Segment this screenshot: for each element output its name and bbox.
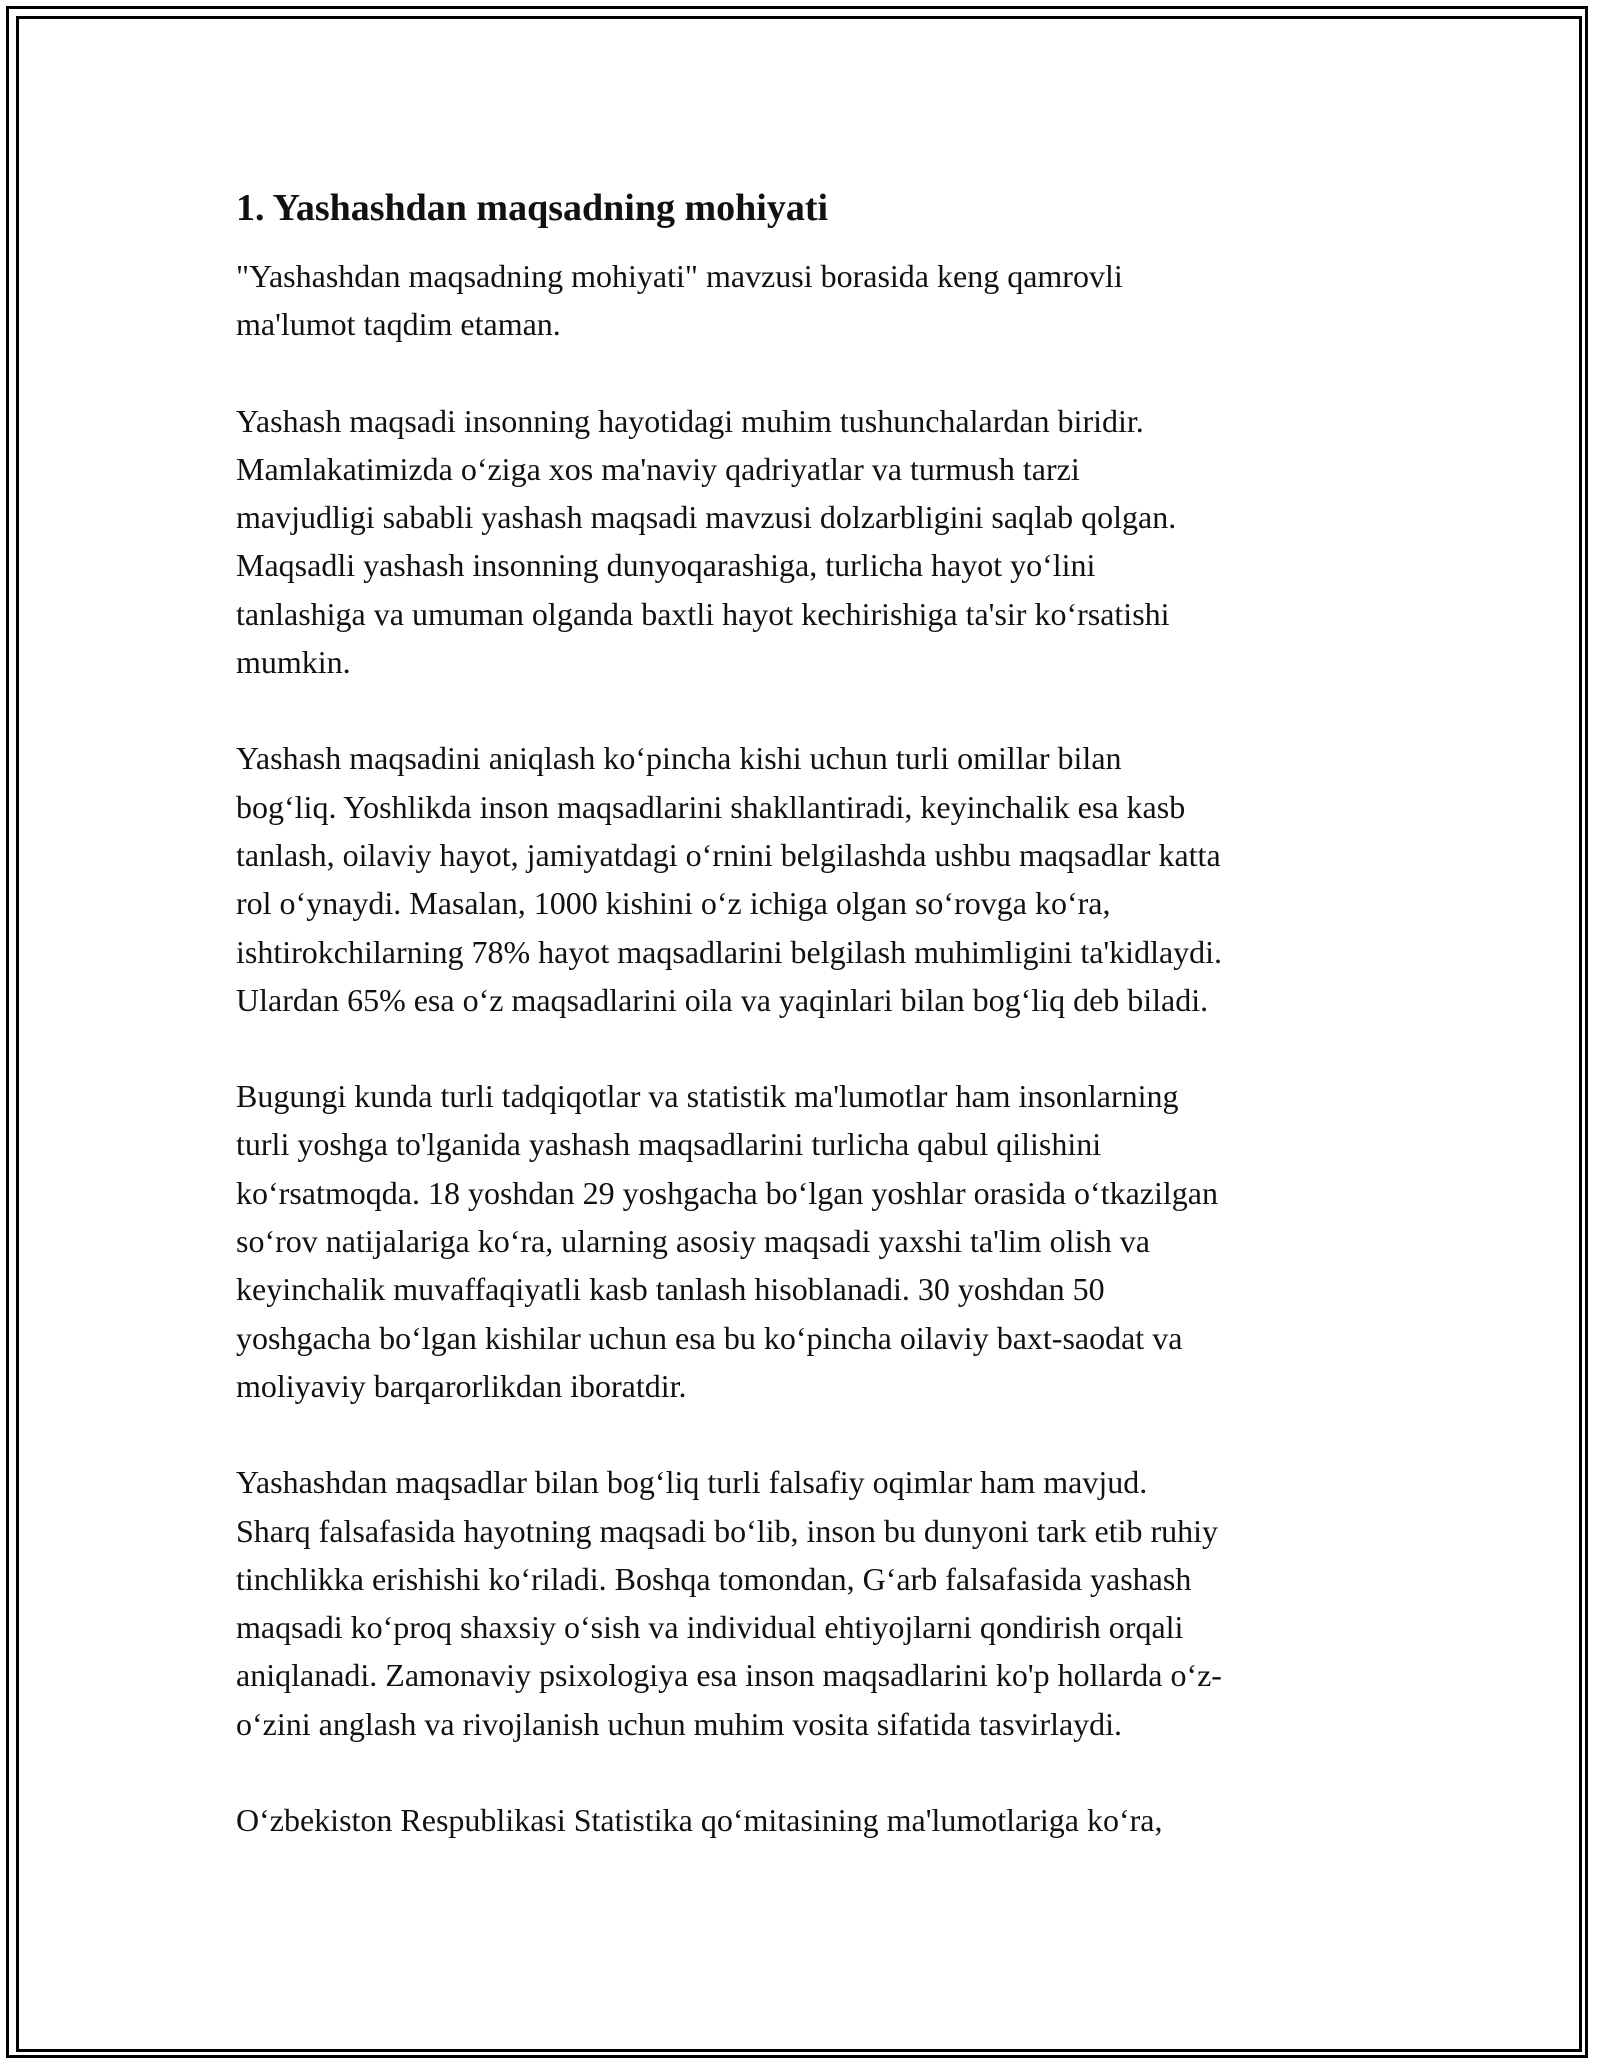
paragraph-survey: Yashash maqsadini aniqlash ko‘pincha kishi uchun turli omillar bilan bog‘liq. Yoshlikda inson maqsadlarini shakllantiradi, keyinchalik esa kasb tanlash, oilaviy hayot, jamiyatdagi o‘rnini belgilashda ushbu maqsadlar katta rol o‘ynaydi. Masalan, 1000 kishini o‘z ichiga olgan so‘rovga ko‘ra, ishtirokchilarning 78% hayot maqsadlarini belgilash muhimligini ta'kidlaydi. Ulardan 65% esa o‘z maqsadlarini oila va yaqinlari bilan bog‘liq deb biladi.: [236, 740, 1223, 1018]
document-body: [236, 184, 1370, 1844]
paragraph-philosophy: Yashashdan maqsadlar bilan bog‘liq turli falsafiy oqimlar ham mavjud. Sharq falsafasida hayotning maqsadi bo‘lib, inson bu dunyoni tark etib ruhiy tinchlikka erishishi ko‘riladi. Boshqa tomondan, G‘arb falsafasida yashash maqsadi ko‘proq shaxsiy o‘sish va individual ehtiyojlarni qondirish orqali aniqlanadi. Zamonaviy psixologiya esa inson maqsadlarini ko'p hollarda o‘z- o‘zini anglash va rivojlanish uchun muhim vosita sifatida tasvirlaydi.: [236, 1464, 1222, 1742]
paragraph-age-groups: Bugungi kunda turli tadqiqotlar va statistik ma'lumotlar ham insonlarning turli yoshga to'lganida yashash maqsadlarini turlicha qabul qilishini ko‘rsatmoqda. 18 yoshdan 29 yoshgacha bo‘lgan yoshlar orasida o‘tkazilgan so‘rov natijalariga ko‘ra, ularning asosiy maqsadi yaxshi ta'lim olish va keyinchalik muvaffaqiyatli kasb tanlash hisoblanadi. 30 yoshdan 50 yoshgacha bo‘lgan kishilar uchun esa bu ko‘pincha oilaviy baxt-saodat va moliyaviy barqarorlikdan iboratdir.: [236, 1078, 1218, 1404]
paragraph-statistics: O‘zbekiston Respublikasi Statistika qo‘mitasining ma'lumotlariga ko‘ra,: [236, 1802, 1163, 1839]
paragraph-intro: "Yashashdan maqsadning mohiyati" mavzusi borasida keng qamrovli ma'lumot taqdim etaman.: [236, 258, 1123, 343]
paragraph-purpose: Yashash maqsadi insonning hayotidagi muhim tushunchalardan biridir. Mamlakatimizda o‘ziga xos ma'naviy qadriyatlar va turmush tarzi mavjudligi sababli yashash maqsadi mavzusi dolzarbligini saqlab qolgan. Maqsadli yashash insonning dunyoqarashiga, turlicha hayot yo‘lini tanlashiga va umuman olganda baxtli hayot kechirishiga ta'sir ko‘rsatishi mumkin.: [236, 402, 1177, 681]
section-heading: 1. Yashashdan maqsadning mohiyati: [236, 187, 829, 229]
